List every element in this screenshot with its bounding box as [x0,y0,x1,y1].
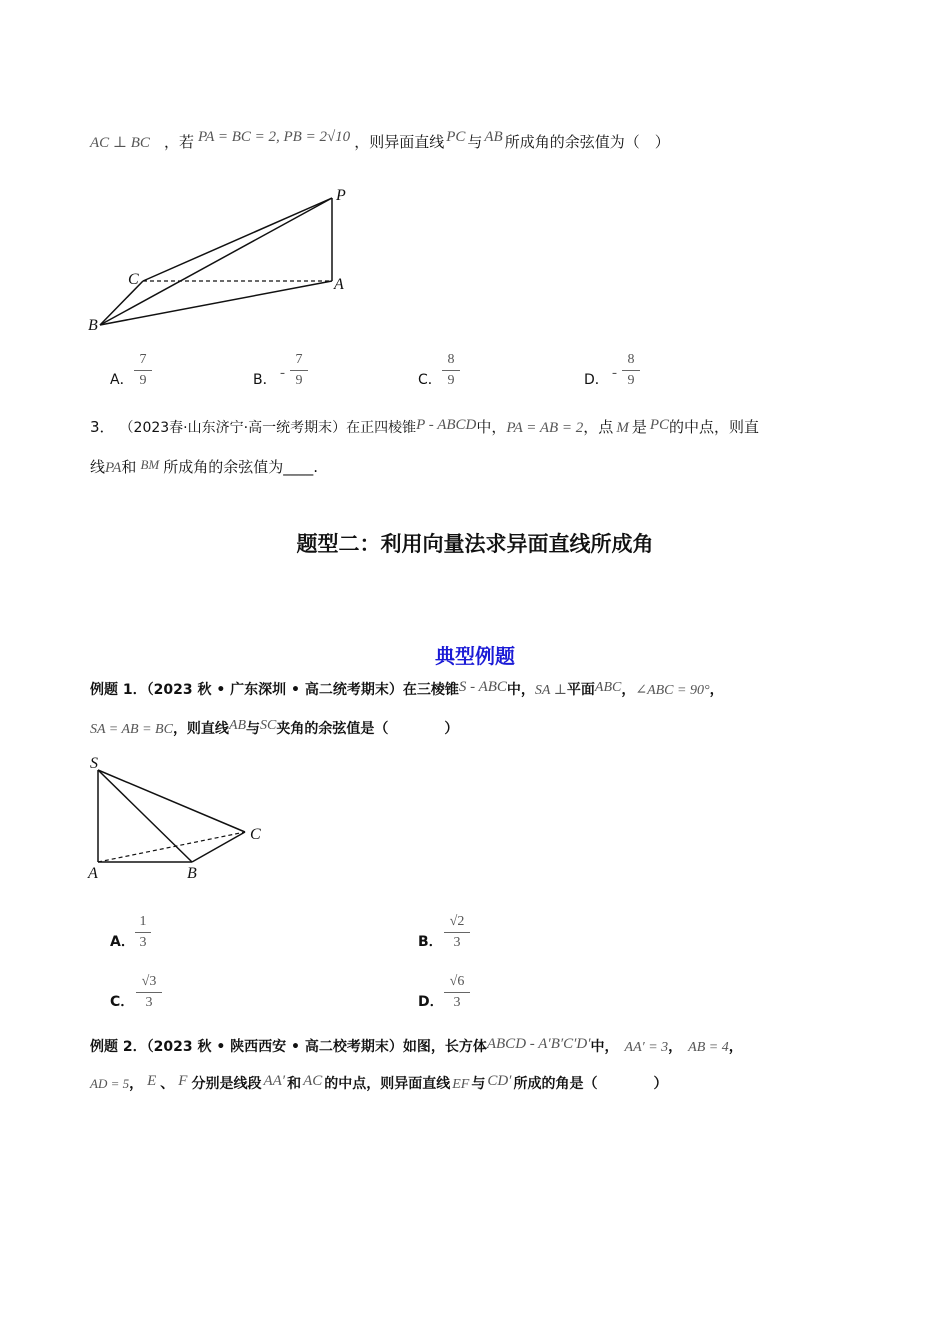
label-b: B [187,865,197,882]
text: 与 [471,1076,486,1092]
math-box: ABCD - A′B′C′D′ [486,1036,591,1052]
text: 、 [160,1076,175,1092]
math-condition: PA = AB = 2 [506,420,584,436]
math-ef: EF [452,1077,470,1092]
denominator: 3 [145,995,153,1010]
label-s: S [90,755,98,772]
numerator: 8 [447,352,455,367]
edge-sc [98,770,245,832]
numerator: √6 [449,974,465,989]
edge-bc [192,832,245,862]
ex1-option-a-label[interactable]: A． [110,934,135,950]
math-tetra: S - ABC [458,679,507,695]
text: ， [668,1039,683,1055]
edge-pc [143,198,332,281]
q2-option-d-fraction [622,352,640,389]
ex1-line2 [90,718,458,739]
q3-number: 3． [90,418,115,436]
ex1-option-d-fraction [444,974,470,1011]
ex1-option-d-label[interactable]: D． [418,994,444,1010]
ex2-line1 [90,1036,743,1057]
numerator: 7 [139,352,147,367]
math-e: E [147,1073,157,1089]
q3-source: （2023春·山东济宁·高一统考期末）在正四棱锥 [126,420,417,436]
text: 与 [246,721,261,737]
text: 平面 [566,682,595,698]
text: 分别是线段 [191,1076,262,1092]
label-p: P [336,187,346,204]
edge-pb [100,198,332,325]
text: ，点 [583,418,614,436]
text: 的中点，则异面直线 [324,1076,451,1092]
math-abc: ABC [594,680,622,695]
math-cd: CD′ [487,1073,512,1089]
text: 所成的角是（ ） [513,1076,668,1092]
numerator: √2 [449,914,465,929]
numerator: √3 [141,974,157,989]
ex1-label: 例题 1．（2023 秋 • 广东深圳 • 高二统考期末）在三棱锥 [90,682,459,698]
math-ab: AB [228,718,247,733]
denominator: 9 [295,373,303,388]
text: 夹角的余弦值是（ ） [276,721,459,737]
numerator: 7 [295,352,303,367]
ex1-option-b-label[interactable]: B． [418,934,443,950]
math-pc: PC [446,129,466,145]
math-m: M [616,420,629,436]
math-perp: AC ⊥ BC [90,135,150,151]
q2-option-a-fraction [134,352,152,389]
text: ，若 [163,133,194,151]
text: 和 [121,458,137,476]
q2-stem [90,129,670,152]
text: 所成角的余弦值为（ ） [504,133,670,151]
math-aa2: AA′ [263,1073,286,1089]
ex1-option-c-fraction [136,974,162,1011]
math-ac: AC [303,1073,323,1089]
q2-option-c-label[interactable]: C． [418,372,442,388]
ex2-line2 [90,1073,667,1094]
q2-option-b-fraction [290,352,308,389]
denominator: 3 [453,935,461,950]
subsection-title: 典型例题 [435,644,515,668]
math-f: F [178,1073,188,1089]
math-sa: SA ⊥ [534,683,567,698]
math-angle: ∠ABC = 90° [635,683,710,698]
q2-option-b-label[interactable]: B． [253,372,277,388]
ex2-label: 例题 2．（2023 秋 • 陕西西安 • 高二校考期末）如图，长方体 [90,1039,487,1055]
math-pc: PC [649,417,669,433]
text: 中， [506,682,535,698]
text: 线 [90,458,106,476]
math-condition: PA = BC = 2, PB = 2√10 [197,129,351,145]
math-equal: SA = AB = BC [90,722,173,737]
numerator: 1 [139,914,147,929]
q2-option-d-sign: - [612,365,617,381]
math-ab: AB = 4 [688,1040,729,1055]
text: 是 [631,418,647,436]
text: 所成角的余弦值为____. [163,458,318,476]
text: 的中点，则直 [669,418,760,436]
q3-line2 [90,457,318,477]
ex1-option-c-label[interactable]: C． [110,994,135,1010]
label-c: C [250,826,261,843]
q3-line1 [90,417,759,438]
q2-option-b-sign: - [280,365,285,381]
denominator: 9 [139,373,147,388]
math-ab: AB [484,129,503,145]
math-pyramid: P - ABCD [416,417,477,433]
label-a: A [88,865,98,882]
text: 中， [590,1039,619,1055]
text: ， [129,1076,144,1092]
math-sc: SC [260,718,277,733]
ex1-option-b-fraction [444,914,470,951]
section-title: 题型二：利用向量法求异面直线所成角 [296,532,654,556]
math-bm: BM [140,457,160,472]
q2-figure [80,180,370,340]
ex1-figure [80,752,280,882]
denominator: 9 [447,373,455,388]
text: ，则异面直线 [354,133,445,151]
label-a: A [334,276,344,293]
numerator: 8 [627,352,635,367]
denominator: 3 [139,935,147,950]
denominator: 9 [627,373,635,388]
q2-option-c-fraction [442,352,460,389]
edge-ac-hidden [98,832,245,862]
text: 与 [467,133,483,151]
text: ， [709,682,724,698]
ex1-line1 [90,679,724,700]
text: ，则直线 [172,721,229,737]
text: 中， [476,418,507,436]
text: ， [621,682,636,698]
ex1-option-a-fraction [135,914,151,951]
math-ad: AD = 5 [90,1076,130,1091]
math-aa: AA′ = 3 [624,1040,669,1055]
denominator: 3 [453,995,461,1010]
label-b: B [88,317,98,334]
q2-option-d-label[interactable]: D． [584,372,609,388]
text: ， [728,1039,743,1055]
q2-option-a-label[interactable]: A． [110,372,134,388]
label-c: C [128,271,139,288]
text: 和 [287,1076,302,1092]
math-pa: PA [105,460,122,476]
edge-sb [98,770,192,862]
